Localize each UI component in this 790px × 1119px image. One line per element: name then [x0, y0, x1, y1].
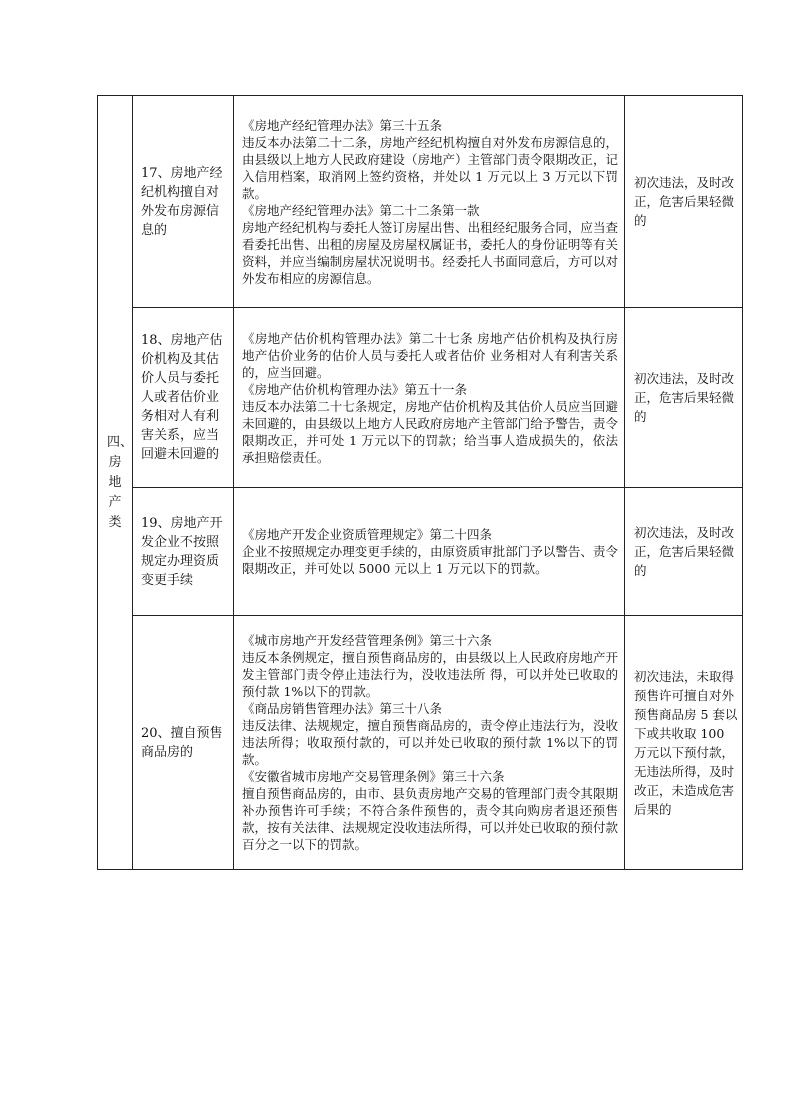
basis-text: 违反本条例规定，擅自预售商品房的，由县级以上人民政府房地产开发主管部门责令停止违法行为，没收违法所 得，可以并处已收取的预付款 1%以下的罚款。	[242, 650, 618, 699]
basis-reference: 《商品房销售管理办法》第三十八条	[242, 701, 443, 716]
item-cell-18: 18、房地产估价机构及其估价人员与委托人或者估价业务相对人有利害关系，应当回避未回避的	[133, 308, 234, 488]
table-row	[98, 616, 743, 870]
condition-cell-17: 初次违法，及时改正，危害后果轻微的	[625, 96, 743, 308]
basis-reference: 《房地产估价机构管理办法》第五十一条	[242, 381, 468, 397]
table-row	[98, 308, 743, 488]
table-row	[98, 488, 743, 616]
basis-text: 房地产经纪机构与委托人签订房屋出售、出租经纪服务合同，应当查看委托出售、出租的房屋及房屋权属证书，委托人的身份证明等有关资料，并应当编制房屋状况说明书。经委托人书面同意后，方可以对外发布相应的房源信息。	[242, 219, 618, 286]
basis-cell-18	[234, 308, 625, 488]
item-cell-20: 20、擅自预售商品房的	[133, 616, 234, 870]
basis-reference: 《房地产经纪管理办法》第二十二条第一款	[242, 202, 480, 218]
basis-text: 违反本办法第二十二条，房地产经纪机构擅自对外发布房源信息的，由县级以上地方人民政府建设（房地产）主管部门责令限期改正，记入信用档案，取消网上签约资格，并处以 1 万元以上 3 万元以下罚款。	[242, 134, 618, 201]
condition-cell-20: 初次违法，未取得预售许可擅自对外预售商品房 5 套以下或共收取 100 万元以下预付款，无违法所得，及时改正，未造成危害后果的	[625, 616, 743, 870]
basis-reference: 《房地产开发企业资质管理规定》第二十四条	[242, 527, 493, 542]
basis-reference: 《安徽省城市房地产交易管理条例》第三十六条	[242, 769, 505, 784]
condition-cell-18: 初次违法，及时改正，危害后果轻微的	[625, 308, 743, 488]
basis-cell-20	[234, 616, 625, 870]
category-label: 四、房地产类	[107, 434, 134, 530]
basis-reference: 《房地产经纪管理办法》第三十五条	[242, 117, 443, 133]
item-cell-19: 19、房地产开发企业不按照规定办理资质变更手续	[133, 488, 234, 616]
condition-cell-19: 初次违法，及时改正，危害后果轻微的	[625, 488, 743, 616]
basis-cell-19	[234, 488, 625, 616]
basis-text: 《房地产估价机构管理办法》第二十七条 房地产估价机构及执行房地产估价业务的估价人员与委托人或者估价 业务相对人有利害关系的，应当回避。	[242, 330, 618, 380]
basis-cell-17	[234, 96, 625, 308]
basis-reference: 《城市房地产开发经营管理条例》第三十六条	[242, 633, 493, 648]
table-row	[98, 96, 743, 308]
basis-text: 擅自预售商品房的，由市、县负责房地产交易的管理部门责令其限期补办预售许可手续；不符合条件预售的，责令其向购房者退还预售款，按有关法律、法规规定没收违法所得，可以并处已收取的预付款百分之一以下的罚款。	[242, 786, 618, 852]
basis-text: 违反法律、法规规定，擅自预售商品房的，责令停止违法行为，没收违法所得；收取预付款的，可以并处已收取的预付款 1%以下的罚款。	[242, 718, 618, 767]
basis-text: 违反本办法第二十七条规定，房地产估价机构及其估价人员应当回避未回避的，由县级以上地方人民政府房地产主管部门给予警告，责令限期改正，并可处 1 万元以下的罚款；给当事人造成损失的，依法承担赔偿责任。	[242, 398, 618, 465]
category-cell	[98, 96, 133, 870]
basis-text: 企业不按照规定办理变更手续的，由原资质审批部门予以警告、责令限期改正，并可处以 5000 元以上 1 万元以下的罚款。	[242, 544, 618, 576]
penalty-exemption-table	[97, 95, 743, 870]
item-cell-17: 17、房地产经纪机构擅自对外发布房源信息的	[133, 96, 234, 308]
